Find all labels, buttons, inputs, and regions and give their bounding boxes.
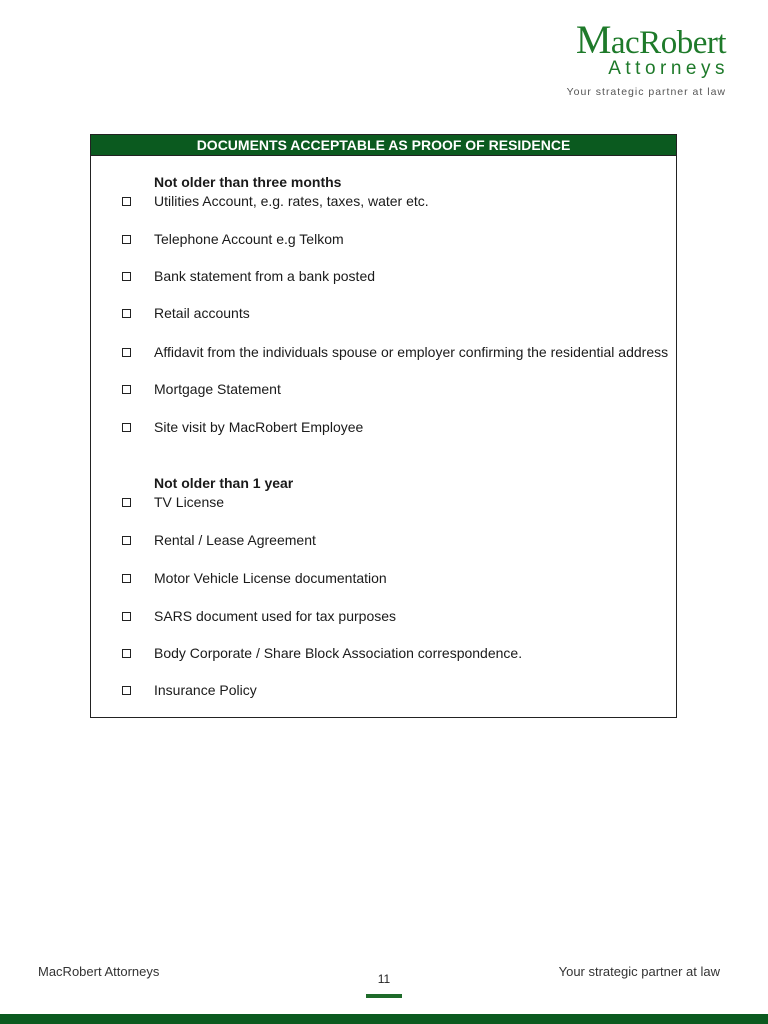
checkbox[interactable] [122, 423, 131, 432]
logo-subtitle: Attorneys [608, 58, 729, 79]
list-item [91, 380, 676, 400]
list-item [91, 607, 676, 627]
logo-tagline: Your strategic partner at law [566, 86, 726, 98]
item-label: Insurance Policy [154, 682, 257, 698]
checkbox[interactable] [122, 235, 131, 244]
list-item [91, 230, 676, 250]
proof-of-residence-box [90, 134, 677, 718]
checkbox[interactable] [122, 649, 131, 658]
item-label: Site visit by MacRobert Employee [154, 419, 364, 435]
item-label: Telephone Account e.g Telkom [154, 231, 344, 247]
footer-company: MacRobert Attorneys [38, 964, 160, 979]
logo-initial: M [575, 17, 611, 62]
item-label: Retail accounts [154, 305, 250, 321]
list-item [91, 267, 676, 287]
list-item [91, 531, 676, 551]
checkbox[interactable] [122, 385, 131, 394]
checkbox[interactable] [122, 612, 131, 621]
logo-name-rest: acRobert [610, 25, 726, 61]
item-label: Rental / Lease Agreement [154, 532, 316, 548]
list-item [91, 569, 676, 589]
list-item [91, 644, 676, 664]
footer-tagline: Your strategic partner at law [558, 964, 720, 979]
checkbox[interactable] [122, 574, 131, 583]
list-item [91, 681, 676, 701]
list-item [91, 304, 676, 324]
checkbox[interactable] [122, 309, 131, 318]
item-label: TV License [154, 494, 225, 510]
checkbox[interactable] [122, 498, 131, 507]
logo-name [567, 17, 726, 62]
list-item [91, 343, 676, 363]
item-label: Bank statement from a bank posted [154, 268, 376, 284]
section-title-three-months: Not older than three months [154, 174, 342, 190]
page-number-bar [366, 994, 402, 998]
page-number: 11 [377, 972, 391, 986]
list-item [91, 192, 676, 212]
checkbox[interactable] [122, 197, 131, 206]
checkbox[interactable] [122, 272, 131, 281]
item-label: Body Corporate / Share Block Association correspondence. [154, 645, 523, 661]
checkbox[interactable] [122, 686, 131, 695]
section-title-one-year: Not older than 1 year [154, 475, 294, 491]
company-logo [566, 17, 729, 98]
item-label: Motor Vehicle License documentation [154, 570, 387, 586]
item-label: SARS document used for tax purposes [154, 608, 397, 624]
box-header: DOCUMENTS ACCEPTABLE AS PROOF OF RESIDENCE [91, 135, 676, 156]
checkbox[interactable] [122, 536, 131, 545]
bottom-stripe [0, 1014, 768, 1024]
checkbox[interactable] [122, 348, 131, 357]
list-item [91, 418, 676, 438]
list-item [91, 493, 676, 513]
item-label: Utilities Account, e.g. rates, taxes, water etc. [154, 193, 429, 209]
item-label: Affidavit from the individuals spouse or employer confirming the residential address [154, 344, 669, 360]
item-label: Mortgage Statement [154, 381, 281, 397]
